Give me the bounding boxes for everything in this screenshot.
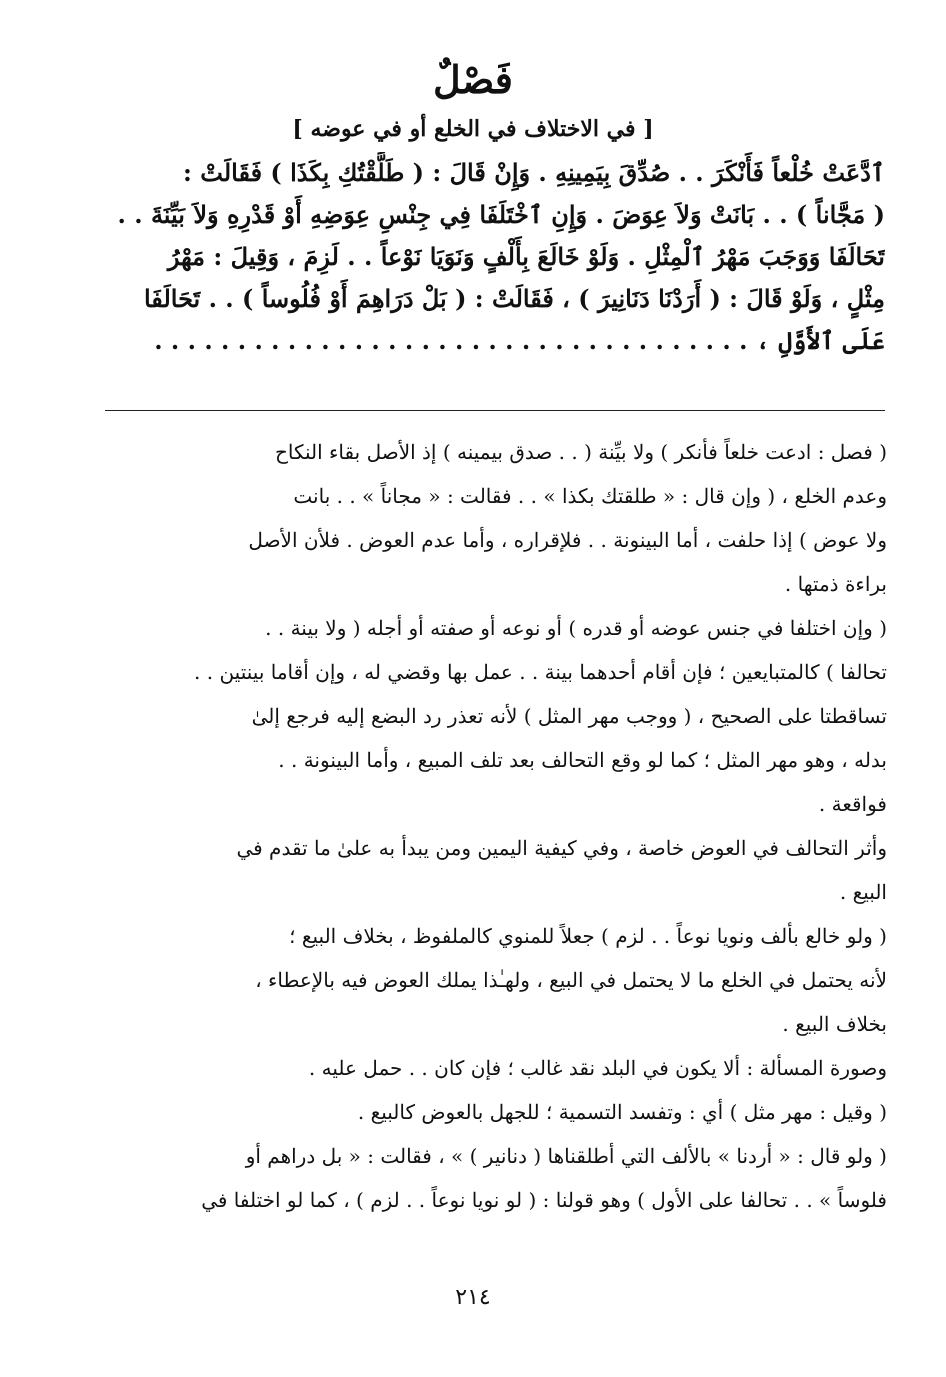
commentary-line: بدله ، وهو مهر المثل ؛ كما لو وقع التحالف بعد تلف المبيع ، وأما البينونة . .	[278, 748, 887, 772]
commentary-line: ( ولو خالع بألف ونويا نوعاً . . لزم ) جعلاً للمنوي كالملفوظ ، بخلاف البيع ؛	[289, 924, 887, 948]
commentary-line: وعدم الخلع ، ( وإن قال : « طلقتك بكذا » . . فقالت : « مجاناً » . . بانت	[293, 484, 887, 508]
page-number: ٢١٤	[455, 1285, 491, 1310]
section-divider	[105, 410, 885, 411]
section-subheading: [ في الاختلاف في الخلع أو في عوضه ]	[292, 116, 654, 142]
commentary-line: وصورة المسألة : ألا يكون في البلد نقد غالب ؛ فإن كان . . حمل عليه .	[308, 1056, 887, 1080]
commentary-line: براءة ذمتها .	[784, 572, 887, 596]
commentary-line: فواقعة .	[818, 792, 887, 816]
commentary-line: تحالفا ) كالمتبايعين ؛ فإن أقام أحدهما بينة . . عمل بها وقضي له ، وإن أقاما بينتين . .	[194, 660, 887, 684]
commentary-line: فلوساً » . . تحالفا على الأول ) وهو قولنا : ( لو نويا نوعاً . . لزم ) ، كما لو اختلفا في	[201, 1188, 887, 1212]
commentary-line: ولا عوض ) إذا حلفت ، أما البينونة . . فلإقراره ، وأما عدم العوض . فلأن الأصل	[248, 528, 887, 552]
commentary-line: ( فصل : ادعت خلعاً فأنكر ) ولا بيِّنة ( . . صدق بيمينه ) إذ الأصل بقاء النكاح	[274, 440, 887, 464]
matn-line: مِثْلٍ ، وَلَوْ قَالَ : ( أَرَدْنَا دَنَانِيرَ ) ، فَقَالَتْ : ( بَلْ دَرَاهِمَ أَوْ فُلُوساً ) . . تَحَالَفَا	[143, 284, 885, 313]
commentary-line: ( ولو قال : « أردنا » بالألف التي أطلقناها ( دنانير ) » ، فقالت : « بل دراهم أو	[245, 1144, 887, 1168]
section-heading: فَصْلٌ	[433, 57, 513, 102]
commentary-line: وأثر التحالف في العوض خاصة ، وفي كيفية اليمين ومن يبدأ به علىٰ ما تقدم في	[236, 836, 887, 860]
commentary-text	[105, 430, 887, 1222]
commentary-line: ( وإن اختلفا في جنس عوضه أو قدره ) أو نوعه أو صفته أو أجله ( ولا بينة . .	[265, 616, 887, 640]
commentary-line: لأنه يحتمل في الخلع ما لا يحتمل في البيع ، ولهـٰذا يملك العوض فيه بالإعطاء ،	[255, 968, 887, 992]
commentary-line: البيع .	[839, 880, 887, 904]
commentary-line: بخلاف البيع .	[782, 1012, 887, 1036]
matn-line: عَلَى ٱلأَوَّلِ ، . . . . . . . . . . . . . . . . . . . . . . . . . . . . . . . . . . . .	[154, 326, 885, 355]
matn-text	[105, 152, 885, 362]
matn-line: ٱدَّعَتْ خُلْعاً فَأَنْكَرَ . . صُدِّقَ بِيَمِينِهِ . وَإِنْ قَالَ : ( طَلَّقْتُكِ بِكَذَا ) فَقَالَتْ :	[183, 158, 885, 187]
matn-line: ( مَجَّاناً ) . . بَانَتْ وَلاَ عِوَضَ . وَإِنِ ٱخْتَلَفَا فِي جِنْسِ عِوَضِهِ أَوْ قَدْرِهِ وَلاَ بَيِّنَةَ . .	[117, 200, 885, 229]
commentary-line: ( وقيل : مهر مثل ) أي : وتفسد التسمية ؛ للجهل بالعوض كالبيع .	[357, 1100, 887, 1124]
matn-line: تَحَالَفَا وَوَجَبَ مَهْرُ ٱلْمِثْلِ . وَلَوْ خَالَعَ بِأَلْفٍ وَنَوَيَا نَوْعاً . . لَزِمَ ، وَقِيلَ : مَهْرُ	[167, 242, 885, 271]
commentary-line: تساقطتا على الصحيح ، ( ووجب مهر المثل ) لأنه تعذر رد البضع إليه فرجع إلىٰ	[251, 704, 887, 728]
